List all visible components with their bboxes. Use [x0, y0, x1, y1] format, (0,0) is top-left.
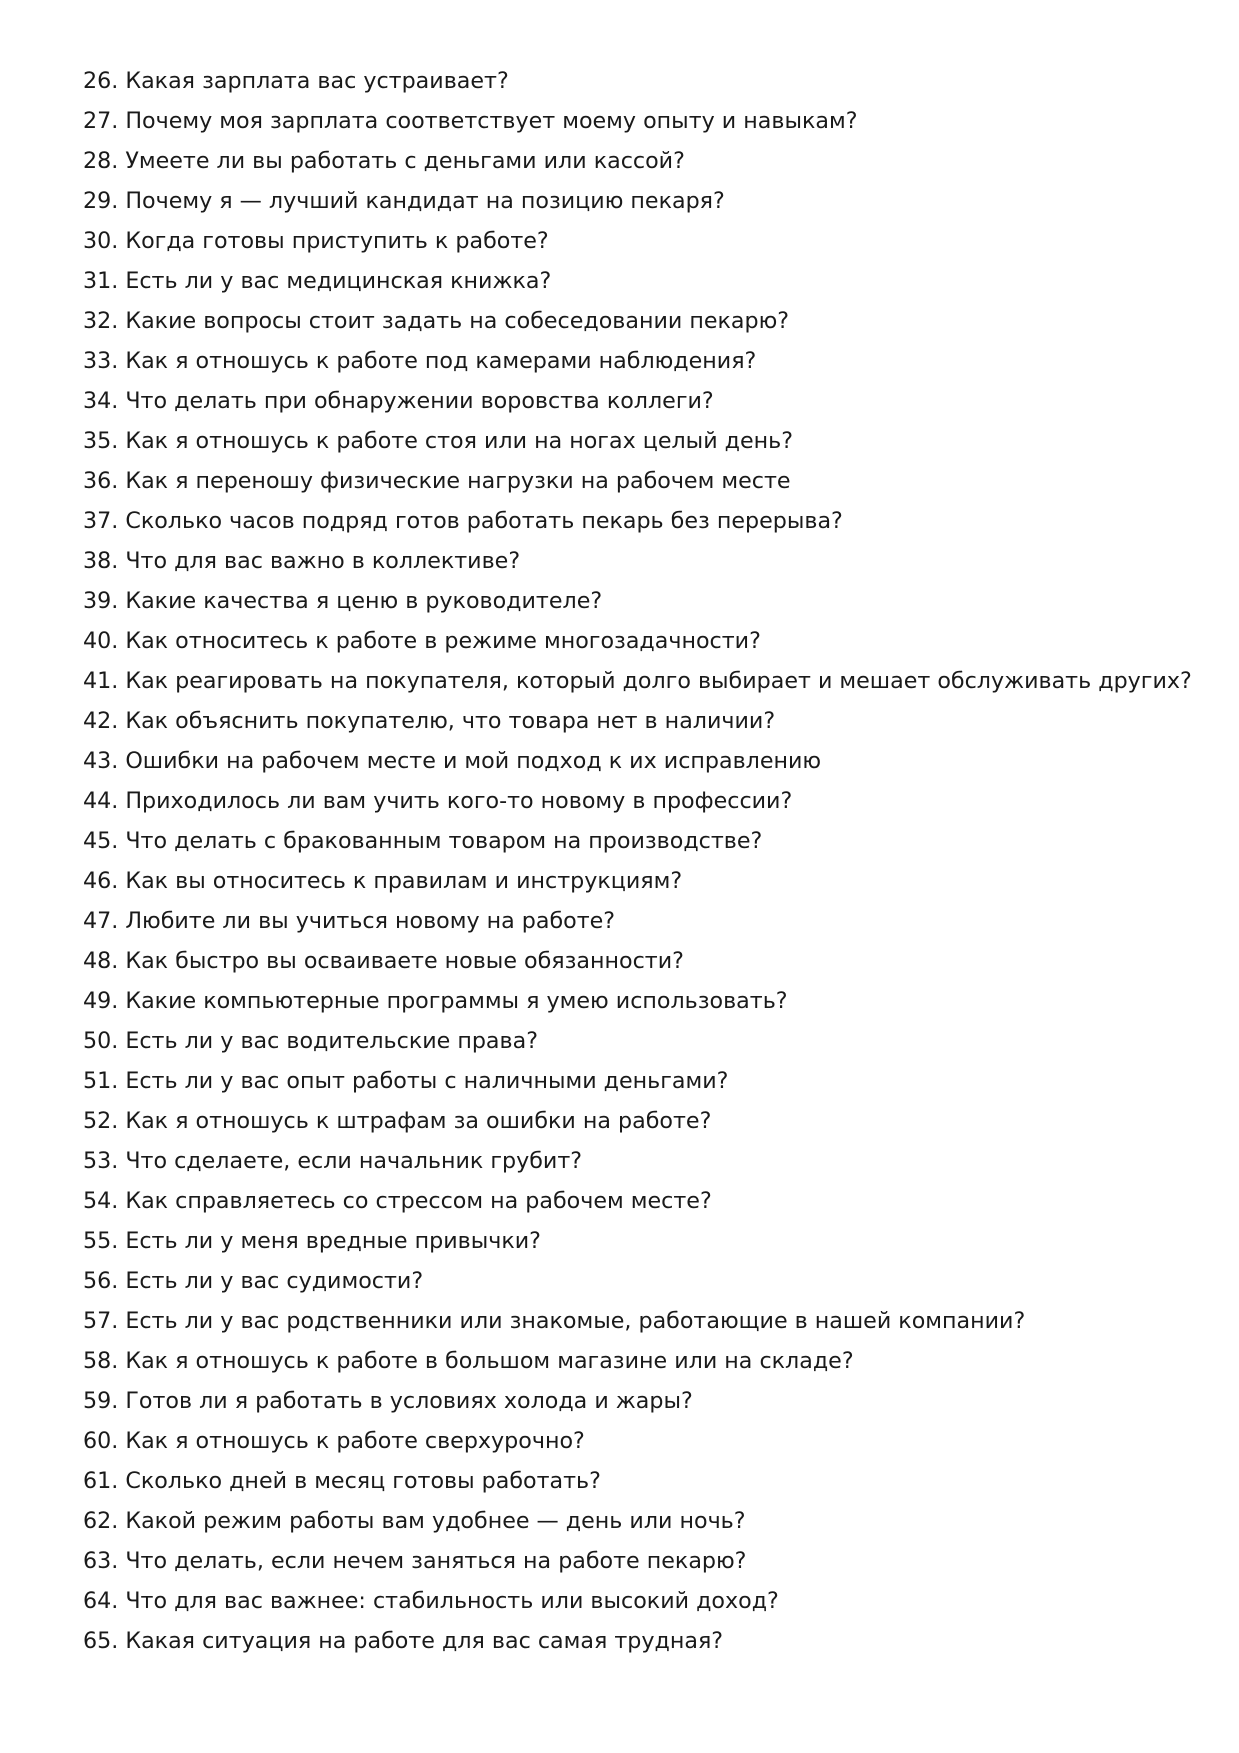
question-item: 63. Что делать, если нечем заняться на работе пекарю? [83, 1548, 747, 1574]
question-item: 57. Есть ли у вас родственники или знакомые, работающие в нашей компании? [83, 1308, 1026, 1334]
question-item: 59. Готов ли я работать в условиях холода и жары? [83, 1388, 693, 1414]
question-item: 31. Есть ли у вас медицинская книжка? [83, 268, 552, 294]
question-item: 29. Почему я — лучший кандидат на позицию пекаря? [83, 188, 725, 214]
question-item: 35. Как я отношусь к работе стоя или на ногах целый день? [83, 428, 794, 454]
question-item: 33. Как я отношусь к работе под камерами наблюдения? [83, 348, 757, 374]
question-item: 36. Как я переношу физические нагрузки на рабочем месте [83, 468, 791, 494]
question-item: 49. Какие компьютерные программы я умею использовать? [83, 988, 788, 1014]
question-item: 55. Есть ли у меня вредные привычки? [83, 1228, 541, 1254]
question-item: 32. Какие вопросы стоит задать на собеседовании пекарю? [83, 308, 790, 334]
question-item: 37. Сколько часов подряд готов работать пекарь без перерыва? [83, 508, 843, 534]
question-item: 60. Как я отношусь к работе сверхурочно? [83, 1428, 585, 1454]
question-list [83, 61, 1203, 1661]
question-item: 28. Умеете ли вы работать с деньгами или кассой? [83, 148, 685, 174]
question-item: 39. Какие качества я ценю в руководителе? [83, 588, 603, 614]
question-item: 53. Что сделаете, если начальник грубит? [83, 1148, 583, 1174]
question-item: 62. Какой режим работы вам удобнее — день или ночь? [83, 1508, 746, 1534]
question-item: 41. Как реагировать на покупателя, который долго выбирает и мешает обслуживать других? [83, 668, 1192, 694]
question-item: 46. Как вы относитесь к правилам и инструкциям? [83, 868, 683, 894]
question-item: 64. Что для вас важнее: стабильность или высокий доход? [83, 1588, 779, 1614]
question-item: 27. Почему моя зарплата соответствует моему опыту и навыкам? [83, 108, 858, 134]
question-item: 30. Когда готовы приступить к работе? [83, 228, 549, 254]
question-item: 34. Что делать при обнаружении воровства коллеги? [83, 388, 714, 414]
question-item: 54. Как справляетесь со стрессом на рабочем месте? [83, 1188, 712, 1214]
question-item: 58. Как я отношусь к работе в большом магазине или на складе? [83, 1348, 854, 1374]
question-item: 65. Какая ситуация на работе для вас самая трудная? [83, 1628, 724, 1654]
question-item: 45. Что делать с бракованным товаром на производстве? [83, 828, 763, 854]
question-item: 47. Любите ли вы учиться новому на работе? [83, 908, 616, 934]
question-item: 48. Как быстро вы осваиваете новые обязанности? [83, 948, 684, 974]
question-item: 40. Как относитесь к работе в режиме многозадачности? [83, 628, 761, 654]
question-item: 52. Как я отношусь к штрафам за ошибки на работе? [83, 1108, 712, 1134]
question-item: 50. Есть ли у вас водительские права? [83, 1028, 538, 1054]
question-item: 43. Ошибки на рабочем месте и мой подход к их исправлению [83, 748, 822, 774]
question-item: 51. Есть ли у вас опыт работы с наличными деньгами? [83, 1068, 729, 1094]
question-item: 44. Приходилось ли вам учить кого-то новому в профессии? [83, 788, 793, 814]
question-item: 38. Что для вас важно в коллективе? [83, 548, 521, 574]
question-item: 42. Как объяснить покупателю, что товара нет в наличии? [83, 708, 776, 734]
question-item: 61. Сколько дней в месяц готовы работать? [83, 1468, 601, 1494]
question-item: 26. Какая зарплата вас устраивает? [83, 68, 509, 94]
question-item: 56. Есть ли у вас судимости? [83, 1268, 424, 1294]
